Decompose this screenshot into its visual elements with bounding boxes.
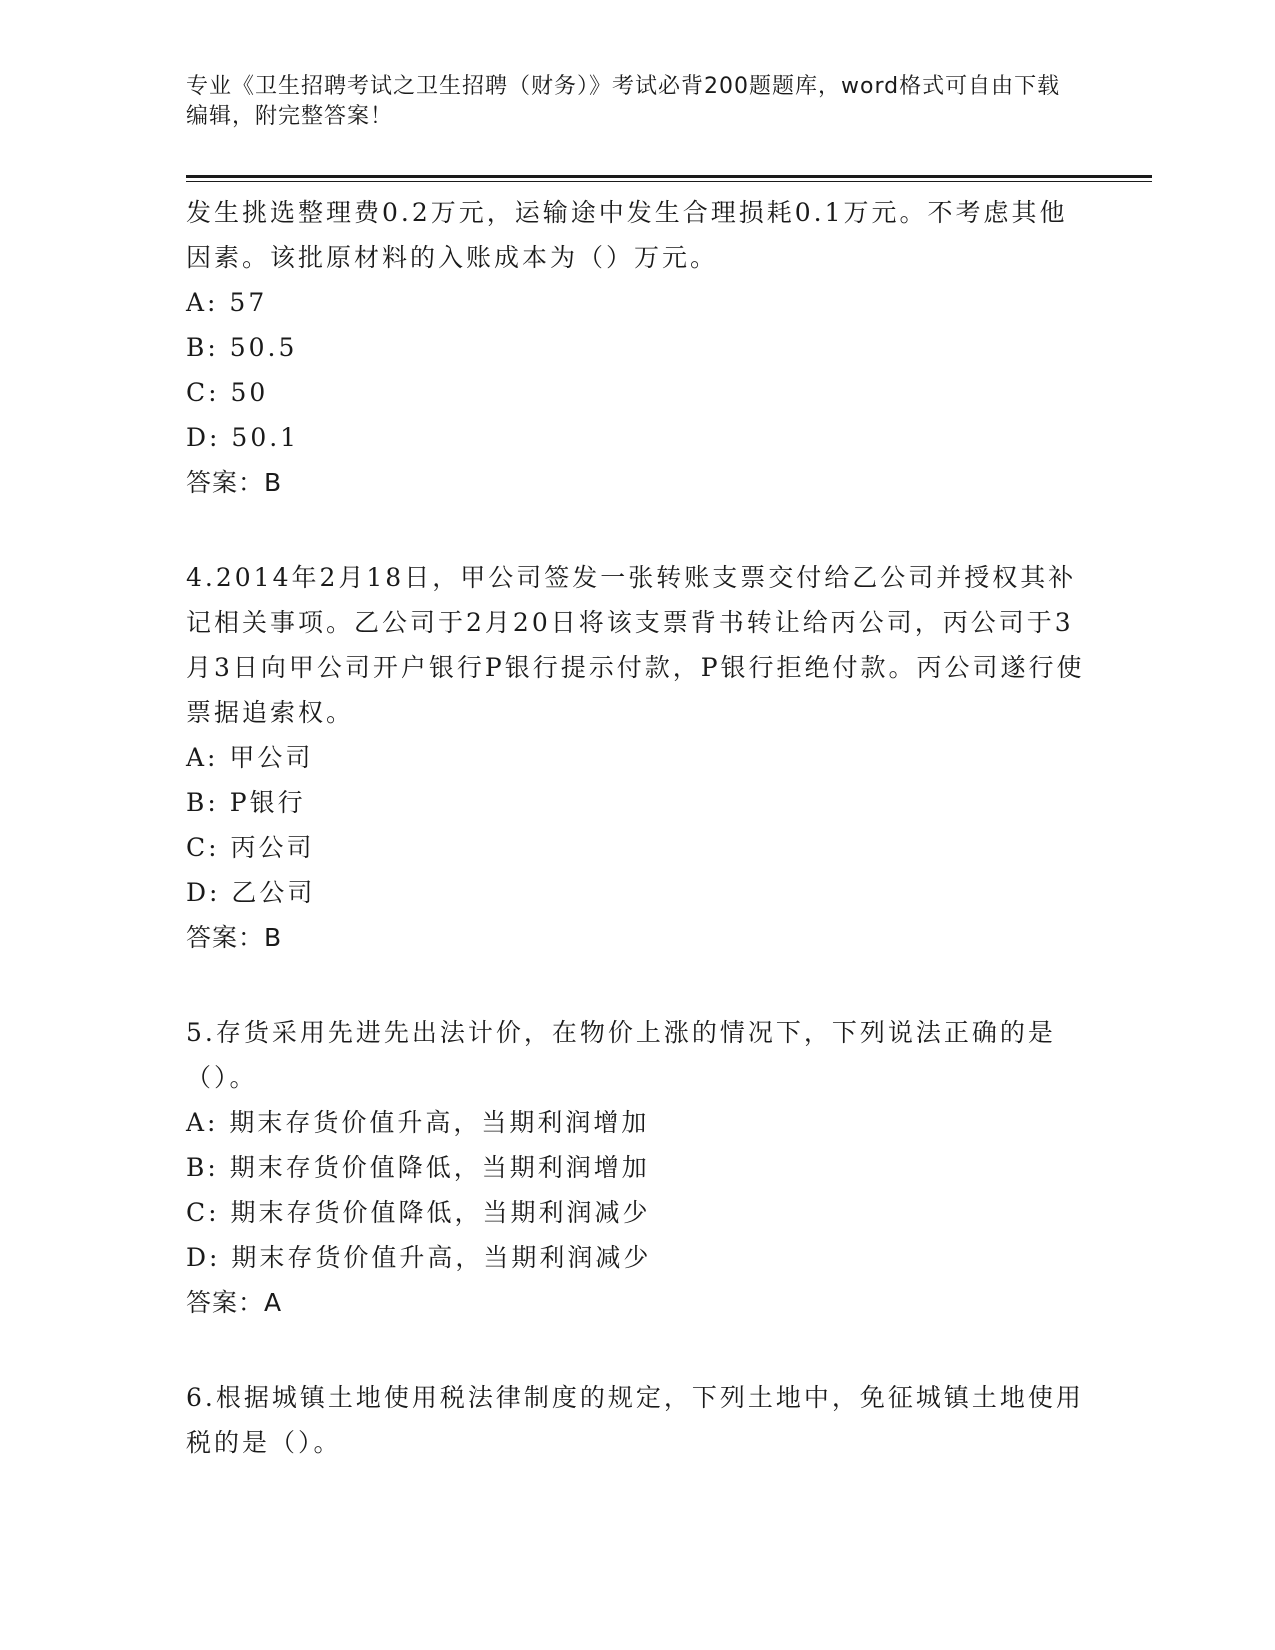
option-b: B: P银行: [186, 788, 306, 817]
option-b: B: 期末存货价值降低，当期利润增加: [186, 1153, 650, 1182]
option-c: C: 50: [186, 378, 269, 407]
question-block: [186, 1375, 1086, 1465]
question-stem: 6.根据城镇土地使用税法律制度的规定，下列土地中，免征城镇土地使用税的是（）。: [186, 1383, 1084, 1457]
question-stem: 发生挑选整理费0.2万元，运输途中发生合理损耗0.1万元。不考虑其他因素。该批原材料的入账成本为（）万元。: [186, 198, 1068, 272]
option-a: A: 甲公司: [186, 743, 314, 772]
answer: 答案：B: [186, 468, 283, 497]
question-stem: 4.2014年2月18日，甲公司签发一张转账支票交付给乙公司并授权其补记相关事项。乙公司于2月20日将该支票背书转让给丙公司，丙公司于3月3日向甲公司开户银行P银行提示付款，P银行拒绝付款。丙公司遂行使票据追索权。: [186, 563, 1085, 727]
option-a: A: 期末存货价值升高，当期利润增加: [186, 1108, 650, 1137]
option-d: D: 乙公司: [186, 878, 316, 907]
question-block: [186, 555, 1086, 960]
option-c: C: 期末存货价值降低，当期利润减少: [186, 1198, 651, 1227]
option-c: C: 丙公司: [186, 833, 315, 862]
option-d: D: 50.1: [186, 423, 300, 452]
answer: 答案：A: [186, 1288, 283, 1317]
question-list: [186, 190, 1086, 1465]
question-stem: 5.存货采用先进先出法计价，在物价上涨的情况下，下列说法正确的是（）。: [186, 1018, 1056, 1092]
question-block: [186, 1010, 1086, 1325]
option-a: A: 57: [186, 288, 268, 317]
question-block: [186, 190, 1086, 505]
answer: 答案：B: [186, 923, 283, 952]
header-rule-thick: [186, 175, 1152, 178]
header-rule-thin: [186, 181, 1152, 182]
document-header: 专业《卫生招聘考试之卫生招聘（财务）》考试必背200题题库，word格式可自由下载编辑，附完整答案！: [186, 74, 1061, 129]
option-b: B: 50.5: [186, 333, 298, 362]
option-d: D: 期末存货价值升高，当期利润减少: [186, 1243, 652, 1272]
